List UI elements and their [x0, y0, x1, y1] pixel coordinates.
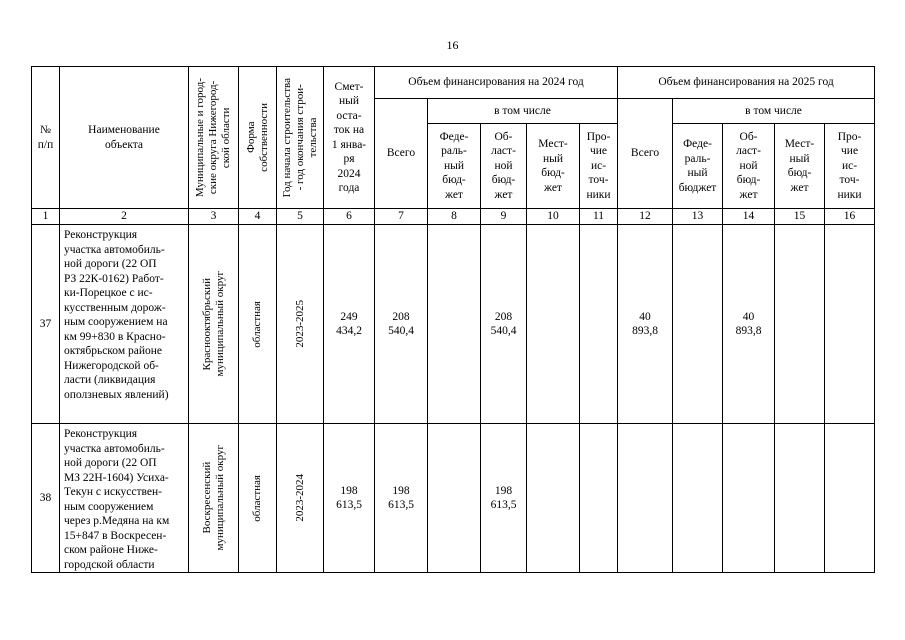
fed-2024-value: [428, 225, 481, 424]
column-number: 2: [60, 209, 189, 225]
total-2024-value: 208 540,4: [375, 225, 428, 424]
header-years-text: Год начала строительства - год окончания строи- тельства: [280, 77, 319, 198]
header-oth-2024: Про- чие ис- точ- ники: [580, 124, 618, 209]
ownership-cell: [239, 225, 277, 424]
header-reg-2025: Об- ласт- ной бюд- жет: [723, 124, 775, 209]
header-loc-2025: Мест- ный бюд- жет: [775, 124, 825, 209]
total-2024-value: 198 613,5: [375, 424, 428, 573]
loc-2024-value: [527, 424, 580, 573]
header-reg-2024: Об- ласт- ной бюд- жет: [481, 124, 527, 209]
page-number: 16: [446, 38, 459, 52]
column-number-row: [32, 209, 875, 225]
years-cell: [277, 424, 324, 573]
ownership-text: областная: [251, 300, 263, 348]
header-remaining: Смет- ный оста- ток на 1 янва- ря 2024 года: [324, 67, 375, 209]
years-cell: [277, 225, 324, 424]
column-number: 12: [618, 209, 673, 225]
row-number: 37: [32, 225, 60, 424]
remaining-value: 198 613,5: [324, 424, 375, 573]
header-object-name: Наименование объекта: [60, 67, 189, 209]
years-text: 2023-2025: [293, 300, 306, 348]
loc-2024-value: [527, 225, 580, 424]
header-row-1: [32, 67, 875, 99]
header-incl-2024: в том числе: [428, 99, 618, 124]
row-number: 38: [32, 424, 60, 573]
oth-2025-value: [825, 424, 875, 573]
years-text: 2023-2024: [293, 474, 306, 522]
object-name: Реконструкция участка автомобиль- ной дороги (22 ОП РЗ 22К-0162) Работ- ки-Порецкое с ис- кусственным дорож- ным сооружением на км 99+830 в Красно- октябрьском районе Нижегородской об- ласти (ликвидация оползневых явлений): [60, 225, 189, 424]
ownership-text: областная: [251, 474, 263, 522]
header-ownership: [239, 67, 277, 209]
total-2025-value: [618, 424, 673, 573]
column-number: 7: [375, 209, 428, 225]
reg-2025-value: [723, 424, 775, 573]
header-total-2024: Всего: [375, 99, 428, 209]
header-ownership-text: Форма собственности: [244, 103, 270, 172]
column-number: 11: [580, 209, 618, 225]
header-number: № п/п: [32, 67, 60, 209]
oth-2024-value: [580, 424, 618, 573]
header-fed-2024: Феде- раль- ный бюд- жет: [428, 124, 481, 209]
fed-2025-value: [673, 225, 723, 424]
header-oth-2025: Про- чие ис- точ- ники: [825, 124, 875, 209]
table-row: [32, 225, 875, 424]
object-name: Реконструкция участка автомобиль- ной дороги (22 ОП МЗ 22Н-1604) Усиха- Текун с искусствен- ным сооружением через р.Медяна на км 15+847 в Воскресен- ском районе Ниже- городской области: [60, 424, 189, 573]
column-number: 14: [723, 209, 775, 225]
financing-table: [31, 66, 875, 573]
header-total-2025: Всего: [618, 99, 673, 209]
fed-2024-value: [428, 424, 481, 573]
header-years: [277, 67, 324, 209]
district-cell: [189, 225, 239, 424]
oth-2024-value: [580, 225, 618, 424]
table-row: [32, 424, 875, 573]
column-number: 13: [673, 209, 723, 225]
column-number: 5: [277, 209, 324, 225]
loc-2025-value: [775, 225, 825, 424]
reg-2025-value: 40 893,8: [723, 225, 775, 424]
column-number: 6: [324, 209, 375, 225]
header-loc-2024: Мест- ный бюд- жет: [527, 124, 580, 209]
ownership-cell: [239, 424, 277, 573]
column-number: 15: [775, 209, 825, 225]
header-district-text: Муниципальные и город- ские округа Нижегород- ской области: [194, 77, 232, 198]
header-district: [189, 67, 239, 209]
district-text: Воскресенский муниципальный округ: [200, 445, 226, 551]
fed-2025-value: [673, 424, 723, 573]
district-cell: [189, 424, 239, 573]
header-fed-2025: Феде- раль- ный бюджет: [673, 124, 723, 209]
column-number: 3: [189, 209, 239, 225]
oth-2025-value: [825, 225, 875, 424]
total-2025-value: 40 893,8: [618, 225, 673, 424]
loc-2025-value: [775, 424, 825, 573]
district-text: Краснооктябрьский муниципальный округ: [200, 271, 226, 377]
column-number: 10: [527, 209, 580, 225]
column-number: 4: [239, 209, 277, 225]
column-number: 16: [825, 209, 875, 225]
column-number: 1: [32, 209, 60, 225]
header-fin-2025: Объем финансирования на 2025 год: [618, 67, 875, 99]
header-fin-2024: Объем финансирования на 2024 год: [375, 67, 618, 99]
reg-2024-value: 198 613,5: [481, 424, 527, 573]
header-incl-2025: в том числе: [673, 99, 875, 124]
remaining-value: 249 434,2: [324, 225, 375, 424]
column-number: 8: [428, 209, 481, 225]
reg-2024-value: 208 540,4: [481, 225, 527, 424]
column-number: 9: [481, 209, 527, 225]
